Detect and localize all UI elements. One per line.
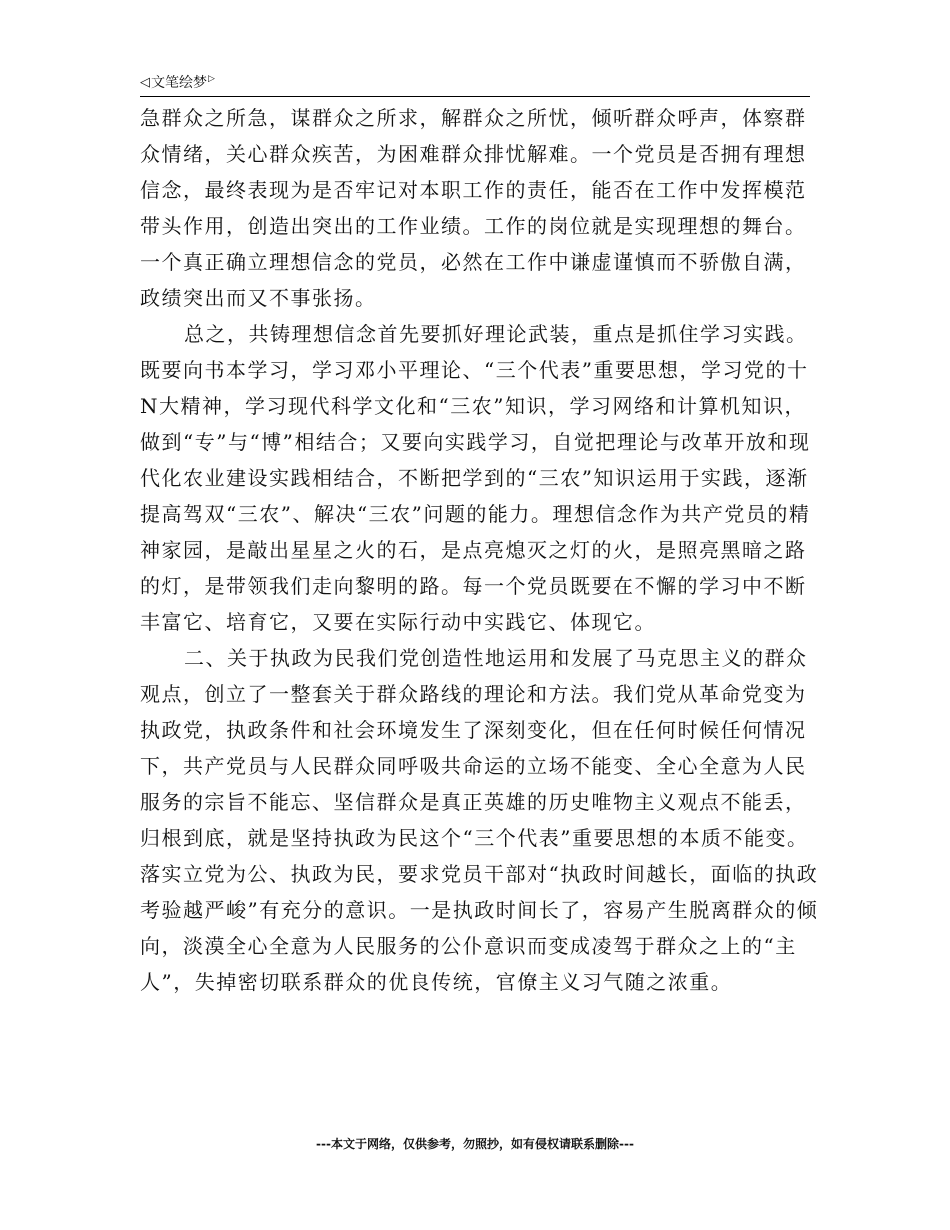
paragraph-3: 二、关于执政为民我们党创造性地运用和发展了马克思主义的群众观点，创立了一整套关于群众路线的理论和方法。我们党从革命党变为执政党，执政条件和社会环境发生了深刻变化，但在任何时候任何情况下，共产党员与人民群众同呼吸共命运的立场不能变、全心全意为人民服务的宗旨不能忘、坚信群众是真正英雄的历史唯物主义观点不能丢，归根到底，就是坚持执政为民这个“三个代表”重要思想的本质不能变。落实立党为公、执政为民，要求党员干部对“执政时间越长，面临的执政考验越严峻”有充分的意识。一是执政时间长了，容易产生脱离群众的倾向，淡漠全心全意为人民服务的公仆意识而变成凌驾于群众之上的“主人”，失掉密切联系群众的优良传统，官僚主义习气随之浓重。 (140, 646, 819, 994)
right-triangle-icon: ▷ (208, 74, 215, 84)
paragraph-2: 总之，共铸理想信念首先要抓好理论武装，重点是抓住学习实践。既要向书本学习，学习邓小平理论、“三个代表”重要思想，学习党的十N大精神，学习现代科学文化和“三农”知识，学习网络和计算机知识，做到“专”与“博”相结合；又要向实践学习，自觉把理论与改革开放和现代化农业建设实践相结合，不断把学到的“三农”知识运用于实践，逐渐提高驾双“三农”、解决“三农”问题的能力。理想信念作为共产党员的精神家园，是敲出星星之火的石，是点亮熄灭之灯的火，是照亮黑暗之路的灯，是带领我们走向黎明的路。每一个党员既要在不懈的学习中不断丰富它、培育它，又要在实际行动中实践它、体现它。 (140, 322, 811, 634)
left-triangle-icon: ◁ (140, 75, 150, 90)
page-header (140, 74, 810, 97)
page-footer-disclaimer: ---本文于网络，仅供参考，勿照抄，如有侵权请联系删除--- (316, 1137, 634, 1151)
document-body (140, 100, 820, 1000)
header-brand (140, 74, 215, 92)
paragraph-1: 急群众之所急，谋群众之所求，解群众之所忧，倾听群众呼声，体察群众情绪，关心群众疾苦，为困难群众排忧解难。一个党员是否拥有理想信念，最终表现为是否牢记对本职工作的责任，能否在工作中发挥模范带头作用，创造出突出的工作业绩。工作的岗位就是实现理想的舞台。一个真正确立理想信念的党员，必然在工作中谦虚谨慎而不骄傲自满，政绩突出而又不事张扬。 (140, 106, 807, 310)
brand-name: 文笔绘梦 (151, 75, 207, 91)
